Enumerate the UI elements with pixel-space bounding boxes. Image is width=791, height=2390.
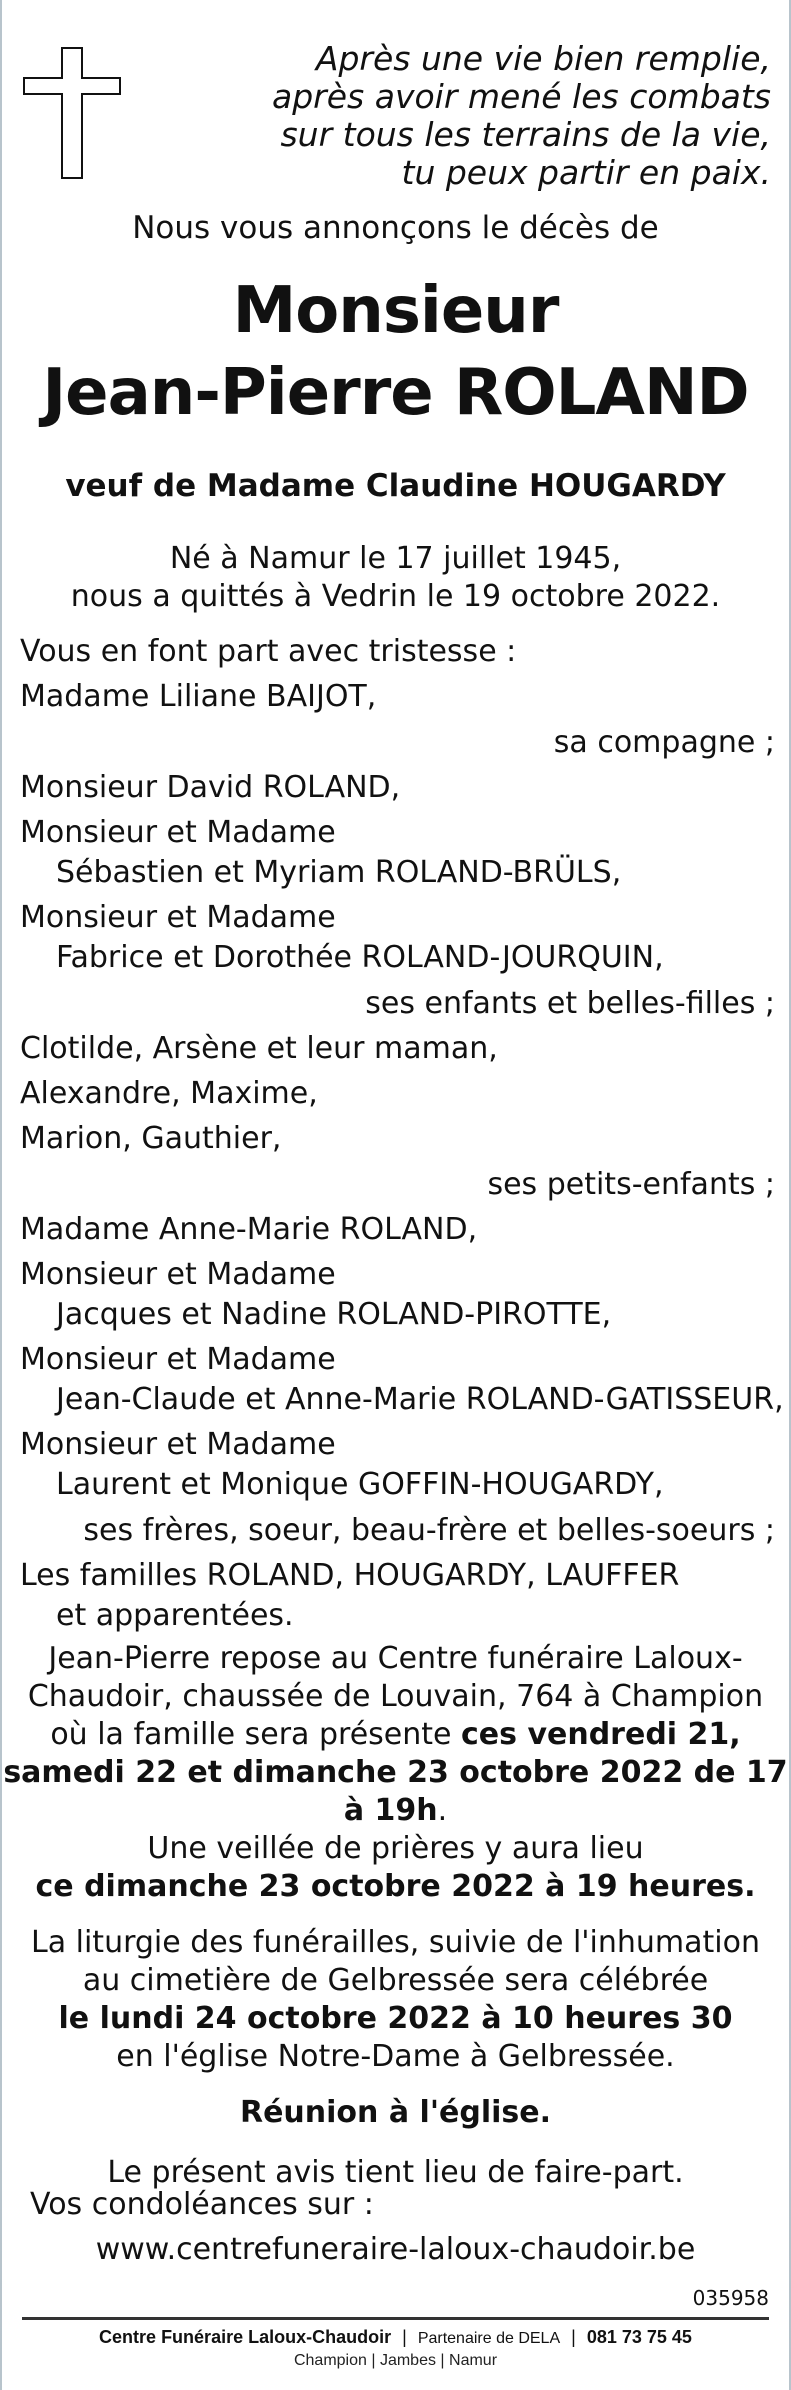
reference-number: 035958: [692, 2286, 769, 2310]
cross-icon: [22, 46, 122, 180]
visitation-text: .: [437, 1793, 448, 1828]
spouse-line: veuf de Madame Claudine HOUGARDY: [65, 468, 726, 504]
grandchild-entry: Clotilde, Arsène et leur maman,: [20, 1031, 498, 1066]
sibling-entry: Monsieur et Madame: [20, 1427, 336, 1462]
footer-locations: Champion | Jambes | Namur: [293, 2352, 498, 2369]
vigil-line: Une veillée de prières y aura lieu: [147, 1831, 644, 1866]
family-list: [20, 632, 784, 1636]
child-entry: Monsieur et Madame: [20, 900, 336, 935]
birth-death-info: [2, 540, 789, 616]
child-entry: Fabrice et Dorothée ROLAND-JOURQUIN,: [56, 940, 664, 975]
deceased-name: [2, 270, 789, 434]
company-phone: 081 73 75 45: [586, 2327, 692, 2347]
family-intro: Vous en font part avec tristesse :: [20, 634, 517, 669]
siblings-role: ses frères, soeur, beau-frère et belles-soeurs ;: [83, 1513, 775, 1548]
visitation-dates: ces vendredi 21,: [461, 1717, 741, 1752]
footer: [2, 2326, 789, 2372]
visitation-line: [2, 1716, 789, 1754]
vigil-date-text: ce dimanche 23 octobre 2022 à 19 heures.: [35, 1869, 756, 1904]
epitaph: [171, 40, 771, 192]
visitation-dates: samedi 22 et dimanche 23 octobre 2022 de 17 à 19h: [3, 1755, 788, 1828]
liturgy-date: [2, 2000, 789, 2038]
footer-separator: |: [402, 2327, 407, 2347]
visitation-line: [2, 1754, 789, 1830]
epitaph-line: sur tous les terrains de la vie,: [280, 115, 771, 154]
sibling-entry: Jean-Claude et Anne-Marie ROLAND-GATISSEUR,: [56, 1382, 784, 1417]
sibling-entry: Madame Anne-Marie ROLAND,: [20, 1212, 478, 1247]
epitaph-line: après avoir mené les combats: [272, 77, 771, 116]
sibling-entry: Monsieur et Madame: [20, 1257, 336, 1292]
visitation-paragraph: [2, 1640, 789, 1906]
grandchild-entry: Alexandre, Maxime,: [20, 1076, 318, 1111]
meeting-note: Réunion à l'église.: [239, 2095, 551, 2130]
condolences-label: Vos condoléances sur :: [30, 2187, 374, 2222]
liturgy-paragraph: [2, 1924, 789, 2076]
companion-name: Madame Liliane BAIJOT,: [20, 679, 377, 714]
children-role: ses enfants et belles-filles ;: [365, 986, 775, 1021]
death-line: nous a quittés à Vedrin le 19 octobre 2022.: [70, 579, 721, 614]
child-entry: Monsieur David ROLAND,: [20, 770, 401, 805]
liturgy-date-text: le lundi 24 octobre 2022 à 10 heures 30: [58, 2001, 733, 2036]
birth-line: Né à Namur le 17 juillet 1945,: [169, 541, 622, 576]
companion-role: sa compagne ;: [553, 725, 775, 760]
partner-text: Partenaire de DELA: [417, 2330, 561, 2347]
child-entry: Sébastien et Myriam ROLAND-BRÜLS,: [56, 855, 622, 890]
vigil-date: [2, 1868, 789, 1906]
sibling-entry: Monsieur et Madame: [20, 1342, 336, 1377]
visitation-text: où la famille sera présente: [50, 1717, 462, 1752]
company-name: Centre Funéraire Laloux-Chaudoir: [99, 2327, 392, 2347]
child-entry: Monsieur et Madame: [20, 815, 336, 850]
footer-main: [2, 2326, 789, 2350]
liturgy-line: en l'église Notre-Dame à Gelbressée.: [116, 2039, 675, 2074]
deceased-fullname: Jean-Pierre ROLAND: [42, 356, 749, 430]
epitaph-line: Après une vie bien remplie,: [315, 39, 771, 78]
announcement-text: Nous vous annonçons le décès de: [132, 210, 659, 246]
epitaph-line: tu peux partir en paix.: [401, 153, 771, 192]
grandchildren-role: ses petits-enfants ;: [487, 1167, 775, 1202]
families-line: et apparentées.: [56, 1598, 294, 1633]
families-line: Les familles ROLAND, HOUGARDY, LAUFFER: [20, 1558, 680, 1593]
sibling-entry: Jacques et Nadine ROLAND-PIROTTE,: [56, 1297, 612, 1332]
sibling-entry: Laurent et Monique GOFFIN-HOUGARDY,: [56, 1467, 664, 1502]
grandchild-entry: Marion, Gauthier,: [20, 1121, 282, 1156]
footer-separator: |: [571, 2327, 576, 2347]
funeral-details: [2, 1640, 789, 2216]
visitation-line: Chaudoir, chaussée de Louvain, 764 à Champion: [27, 1679, 764, 1714]
condolences-website-link[interactable]: www.centrefuneraire-laloux-chaudoir.be: [95, 2232, 696, 2267]
visitation-line: Jean-Pierre repose au Centre funéraire Laloux-: [48, 1641, 743, 1676]
footer-divider: [22, 2317, 769, 2320]
liturgy-line: La liturgie des funérailles, suivie de l'inhumation: [31, 1925, 760, 1960]
liturgy-line: au cimetière de Gelbressée sera célébrée: [82, 1963, 709, 1998]
notice-note: Le présent avis tient lieu de faire-part.: [107, 2155, 684, 2190]
deceased-title: Monsieur: [232, 274, 559, 348]
